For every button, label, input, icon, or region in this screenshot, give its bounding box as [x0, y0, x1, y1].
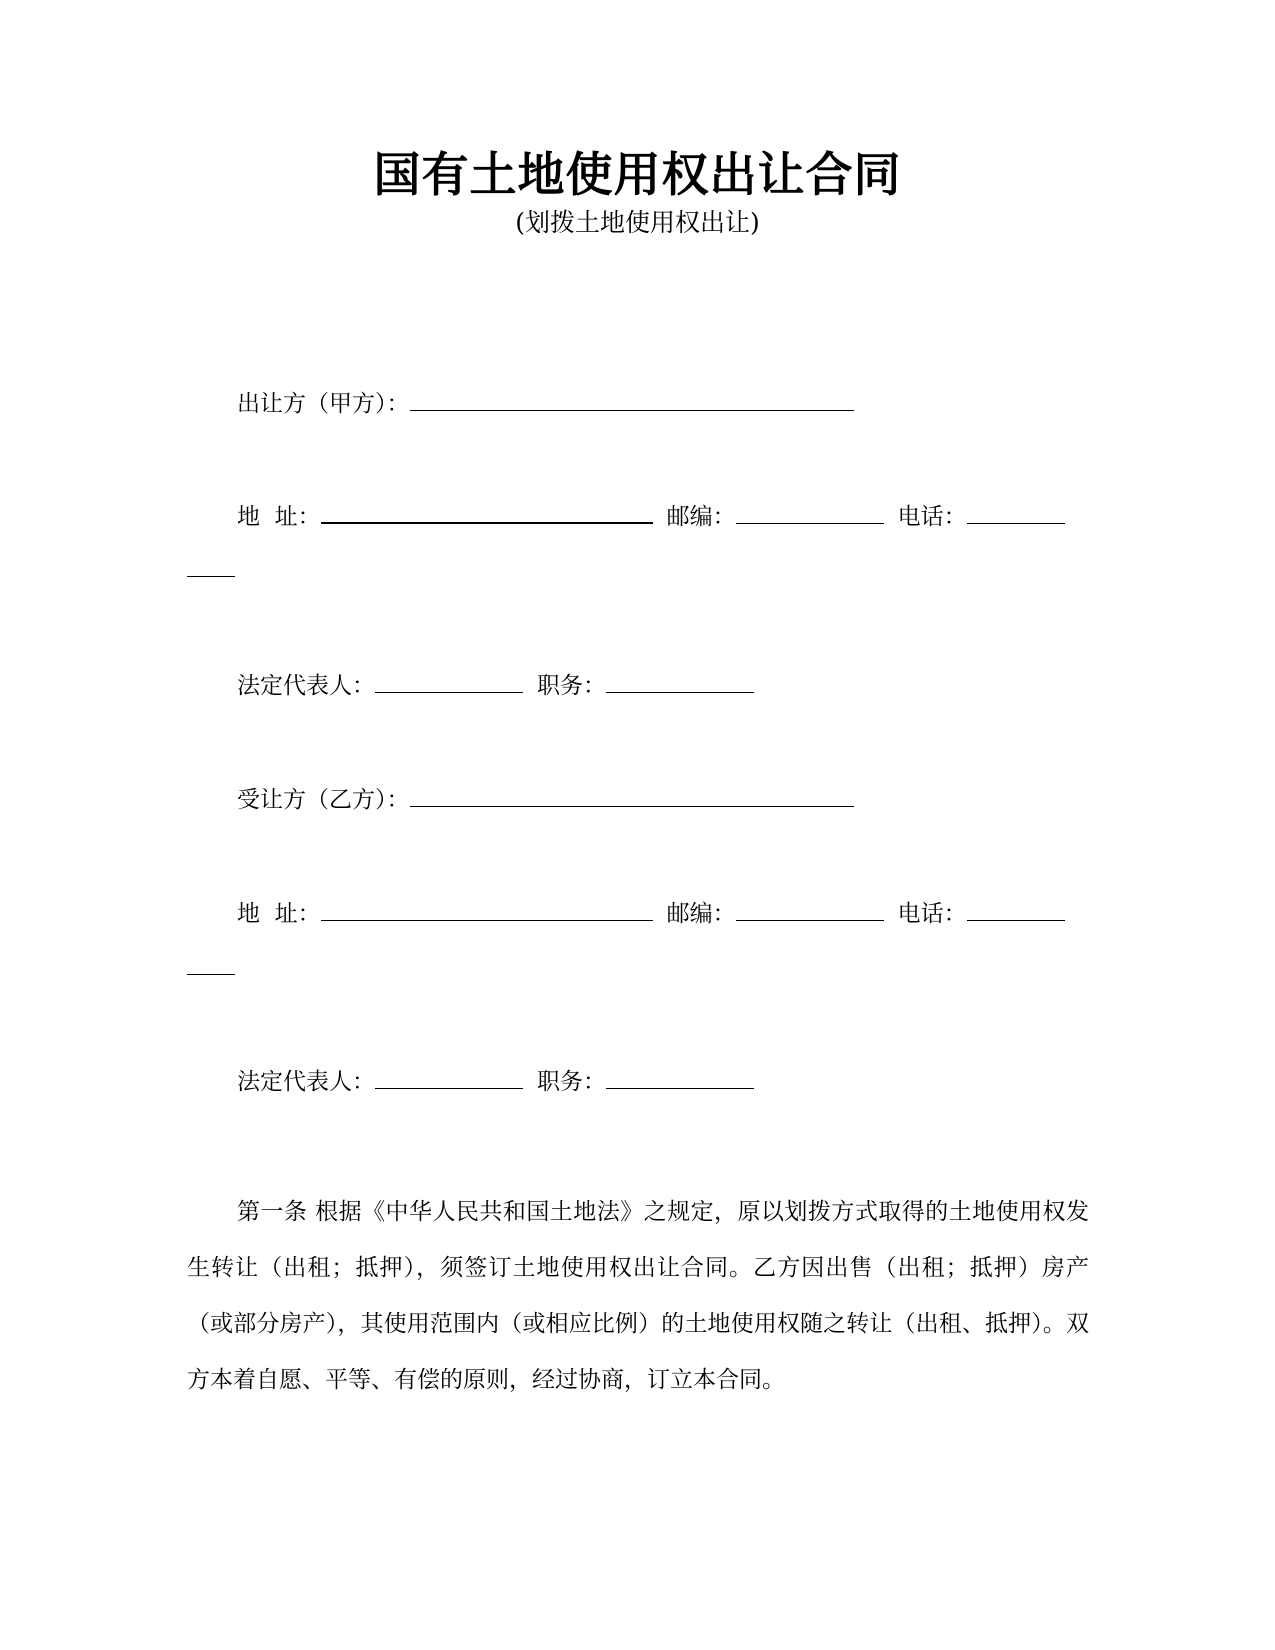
party-b-postcode-blank[interactable] — [736, 896, 884, 921]
party-a-name-line — [237, 386, 854, 420]
party-b-representative-label: 法定代表人： — [237, 1069, 375, 1095]
party-a-address-label: 地 址： — [237, 504, 321, 530]
party-b-representative-blank[interactable] — [375, 1064, 523, 1089]
party-a-phone-label: 电话： — [897, 504, 967, 530]
party-b-phone-continuation — [187, 950, 235, 984]
party-a-address-line — [237, 498, 1065, 533]
party-a-address-blank[interactable] — [321, 498, 653, 524]
party-b-position-label: 职务： — [537, 1069, 606, 1095]
article-1-paragraph: 第一条 根据《中华人民共和国土地法》之规定，原以划拨方式取得的土地使用权发生转让（出租；抵押），须签订土地使用权出让合同。乙方因出售（出租；抵押）房产（或部分房产），其使用范围内（或相应比例）的土地使用权随之转让（出租、抵押）。双方本着自愿、平等、有偿的原则，经过协商，订立本合同。 — [187, 1199, 1089, 1393]
party-b-position-blank[interactable] — [606, 1064, 754, 1089]
party-b-representative-line — [237, 1064, 754, 1098]
party-b-phone-blank[interactable] — [967, 896, 1065, 921]
party-b-address-line — [237, 896, 1065, 930]
party-b-address-blank[interactable] — [321, 896, 653, 921]
party-a-phone-blank[interactable] — [967, 499, 1065, 524]
party-a-representative-label: 法定代表人： — [237, 673, 375, 699]
party-b-name-line — [237, 782, 854, 816]
party-a-representative-line — [237, 668, 754, 702]
party-b-postcode-label: 邮编： — [666, 901, 736, 927]
party-b-name-blank[interactable] — [410, 782, 854, 807]
party-a-phone-blank-continued[interactable] — [187, 552, 235, 577]
party-b-address-label: 地 址： — [237, 901, 321, 927]
party-b-label: 受让方（乙方）： — [237, 787, 410, 813]
party-b-phone-blank-continued[interactable] — [187, 950, 235, 975]
party-a-postcode-label: 邮编： — [666, 504, 736, 530]
party-a-postcode-blank[interactable] — [736, 499, 884, 524]
party-a-name-blank[interactable] — [410, 386, 854, 411]
party-b-phone-label: 电话： — [897, 901, 967, 927]
party-a-position-blank[interactable] — [606, 668, 754, 693]
document-title: 国有土地使用权出让合同 — [373, 148, 902, 203]
document-subtitle: (划拨土地使用权出让) — [515, 208, 760, 237]
party-a-phone-continuation — [187, 552, 235, 586]
party-a-position-label: 职务： — [537, 673, 606, 699]
party-a-label: 出让方（甲方）： — [237, 391, 410, 417]
party-a-representative-blank[interactable] — [375, 668, 523, 693]
